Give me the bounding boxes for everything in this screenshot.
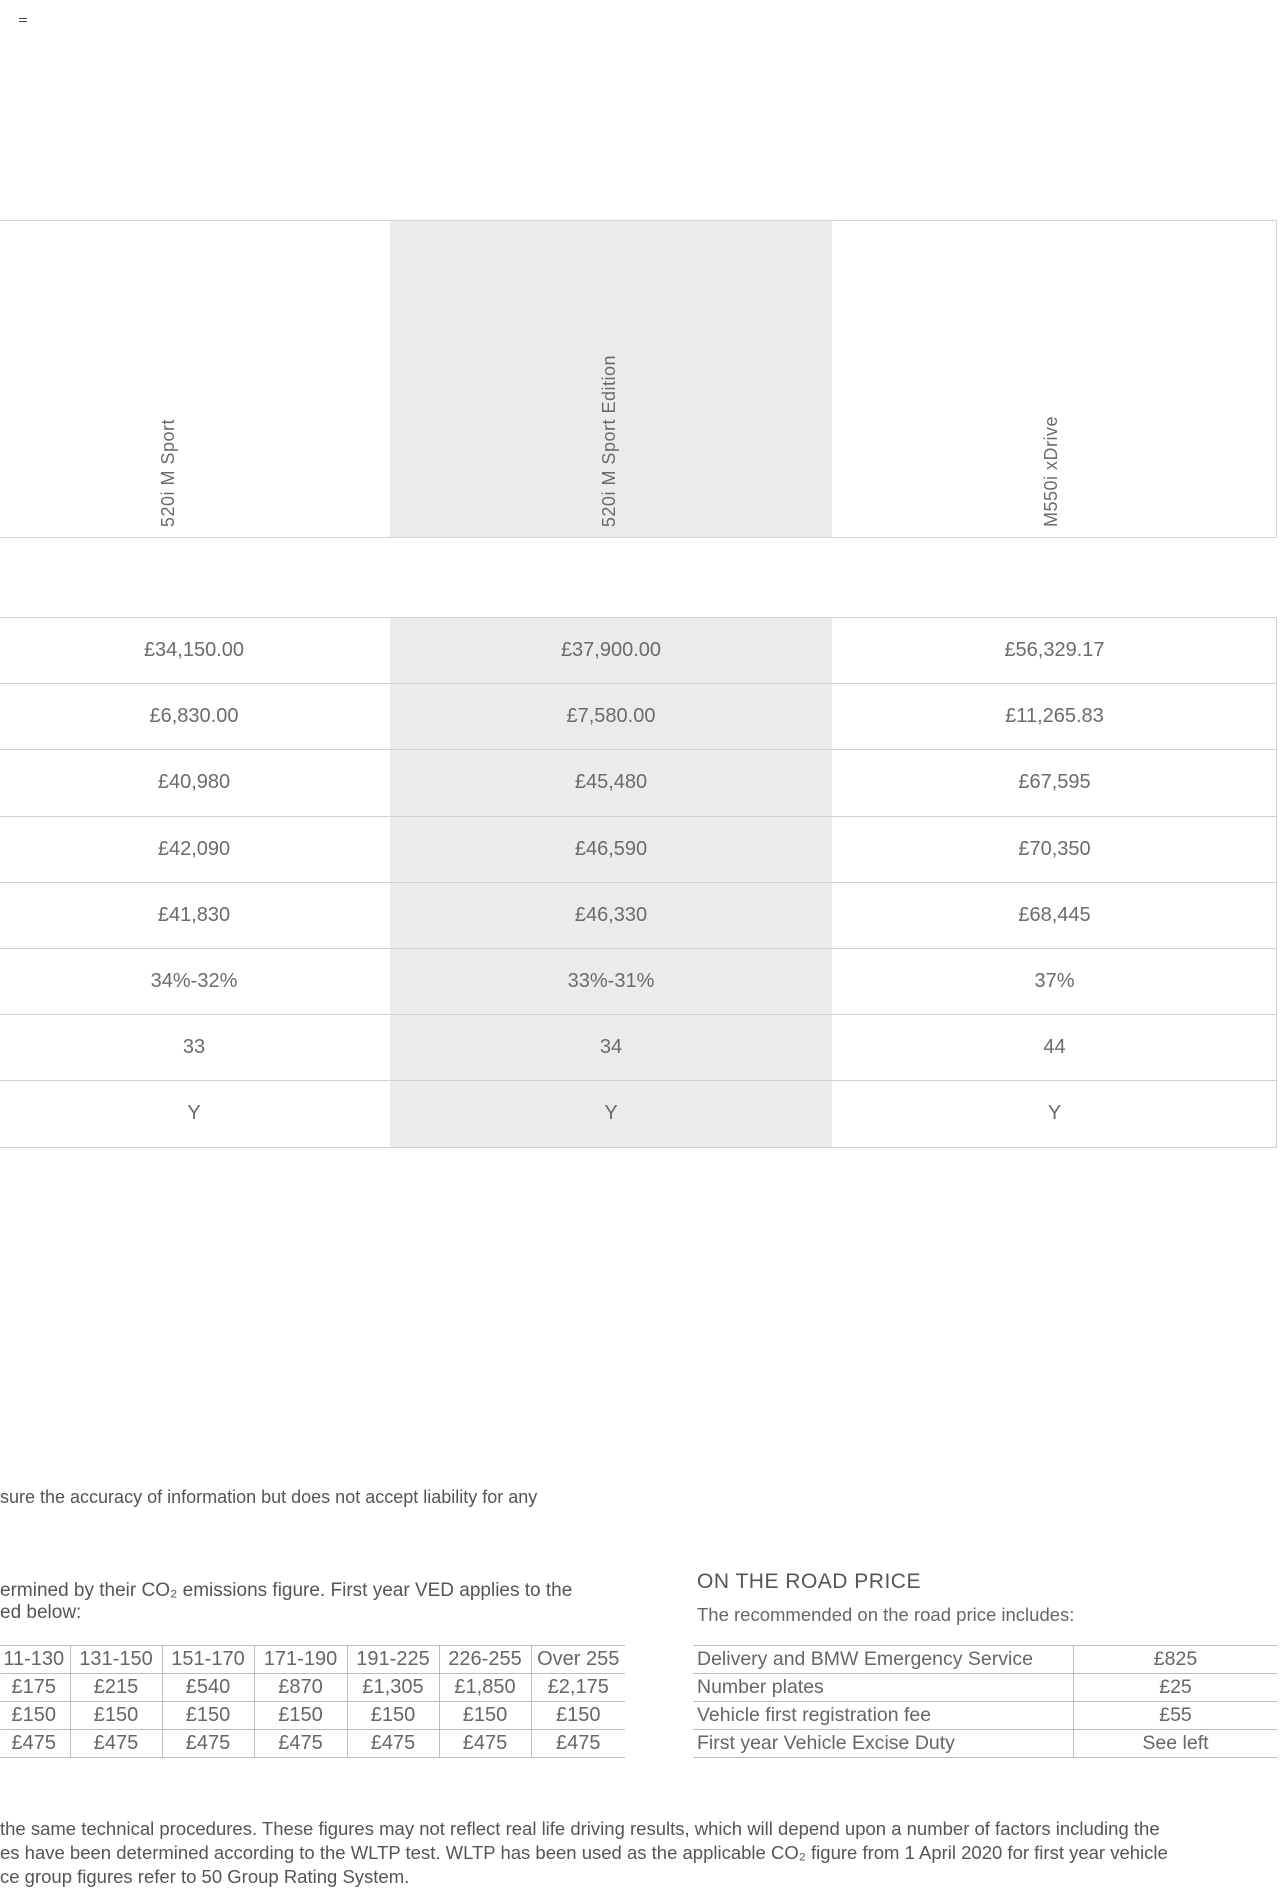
table-cell: £475 [162, 1730, 254, 1758]
table-row [0, 750, 1277, 816]
table-cell: £1,305 [347, 1674, 439, 1702]
table-row [0, 684, 1277, 750]
otr-cost: See left [1074, 1730, 1278, 1758]
table-cell: 33%-31% [390, 949, 832, 1014]
table-cell: 44 [1043, 1036, 1066, 1059]
table-cell: £150 [254, 1702, 347, 1730]
ved-intro-line: ed below: [0, 1602, 82, 1623]
table-cell: 191-225 [347, 1646, 439, 1674]
otr-cost: £55 [1074, 1702, 1278, 1730]
table-cell: £175 [0, 1674, 70, 1702]
table-cell: £42,090 [157, 837, 231, 860]
table-cell: £215 [70, 1674, 162, 1702]
footnote-line: es have been determined according to the WLTP test. WLTP has been used as the applicable CO₂ figure from 1 April 2020 for first year vehicle [0, 1842, 1168, 1863]
otr-cost: £25 [1074, 1674, 1278, 1702]
table-cell: £7,580.00 [390, 684, 832, 749]
table-cell: 226-255 [439, 1646, 531, 1674]
table-cell: Y [1047, 1102, 1062, 1125]
table-cell: £475 [70, 1730, 162, 1758]
table-cell: £67,595 [1018, 771, 1091, 794]
table-cell: 34%-32% [150, 970, 238, 993]
table-cell: £150 [162, 1702, 254, 1730]
table-row [693, 1702, 1277, 1730]
table-row [0, 883, 1277, 949]
ved-table [0, 1645, 625, 1758]
ved-band-row [0, 1646, 625, 1674]
table-cell: £11,265.83 [1005, 705, 1104, 728]
table-row [693, 1730, 1277, 1758]
disclaimer-text: sure the accuracy of information but does not accept liability for any [0, 1487, 538, 1507]
model-column [0, 221, 390, 537]
table-cell: Y [187, 1102, 201, 1125]
table-cell: £475 [531, 1730, 625, 1758]
model-name: M550i xDrive [1041, 415, 1061, 527]
table-cell: £34,150.00 [143, 639, 245, 662]
otr-cost: £825 [1074, 1646, 1278, 1674]
footnote-line: ce group figures refer to 50 Group Rating System. [0, 1866, 410, 1887]
table-cell: £475 [439, 1730, 531, 1758]
table-cell: £2,175 [531, 1674, 625, 1702]
table-cell: £37,900.00 [390, 618, 832, 683]
otr-item: Vehicle first registration fee [693, 1702, 1074, 1730]
table-cell: Y [390, 1081, 832, 1146]
table-cell: £46,590 [390, 817, 832, 882]
table-cell: 33 [182, 1036, 206, 1059]
table-cell: £475 [254, 1730, 347, 1758]
table-cell: £46,330 [390, 883, 832, 948]
table-cell: £45,480 [390, 750, 832, 815]
table-cell: £150 [0, 1702, 70, 1730]
table-row [0, 1702, 625, 1730]
model-name: 520i M Sport [158, 418, 178, 527]
table-cell: £56,329.17 [1004, 639, 1105, 662]
table-cell: £6,830.00 [149, 705, 239, 728]
model-header-table [0, 220, 1277, 538]
table-cell: 171-190 [254, 1646, 347, 1674]
table-row [0, 1674, 625, 1702]
footnote-line: the same technical procedures. These figures may not reflect real life driving results, which will depend upon a number of factors including the [0, 1818, 1160, 1839]
table-cell: 151-170 [162, 1646, 254, 1674]
table-cell: £41,830 [157, 903, 231, 926]
table-row [0, 949, 1277, 1015]
table-cell: £540 [162, 1674, 254, 1702]
table-cell: Over 255 [531, 1646, 625, 1674]
price-table [0, 617, 1277, 1148]
table-cell: £475 [0, 1730, 70, 1758]
model-name: 520i M Sport Edition [599, 354, 619, 527]
otr-item: Number plates [693, 1674, 1074, 1702]
table-cell: 34 [390, 1015, 832, 1080]
table-row [0, 1015, 1277, 1081]
table-row [0, 817, 1277, 883]
otr-title: ON THE ROAD PRICE [697, 1570, 921, 1593]
table-cell: £475 [347, 1730, 439, 1758]
ved-intro [0, 1580, 572, 1624]
model-column [832, 221, 1277, 537]
table-cell: 11-130 [0, 1646, 70, 1674]
ved-intro-line: ermined by their CO₂ emissions figure. First year VED applies to the [0, 1580, 573, 1601]
table-cell: £150 [347, 1702, 439, 1730]
menu-icon[interactable] [19, 18, 27, 24]
table-cell: £1,850 [439, 1674, 531, 1702]
table-cell: £70,350 [1018, 837, 1091, 860]
table-cell: £870 [254, 1674, 347, 1702]
table-row [693, 1646, 1277, 1674]
table-cell: £150 [531, 1702, 625, 1730]
table-cell: 131-150 [70, 1646, 162, 1674]
table-row [0, 618, 1277, 684]
table-row [0, 1730, 625, 1758]
table-cell: 37% [1034, 970, 1075, 993]
table-row [693, 1674, 1277, 1702]
otr-item: Delivery and BMW Emergency Service [693, 1646, 1074, 1674]
otr-item: First year Vehicle Excise Duty [693, 1730, 1074, 1758]
table-cell: £68,445 [1018, 903, 1091, 926]
otr-table [693, 1645, 1277, 1758]
table-cell: £40,980 [157, 771, 231, 794]
table-row [0, 1081, 1277, 1147]
otr-subtitle: The recommended on the road price includes: [697, 1604, 1075, 1625]
footnote [0, 1817, 1168, 1889]
model-column-highlight [390, 221, 832, 537]
table-cell: £150 [439, 1702, 531, 1730]
table-cell: £150 [70, 1702, 162, 1730]
